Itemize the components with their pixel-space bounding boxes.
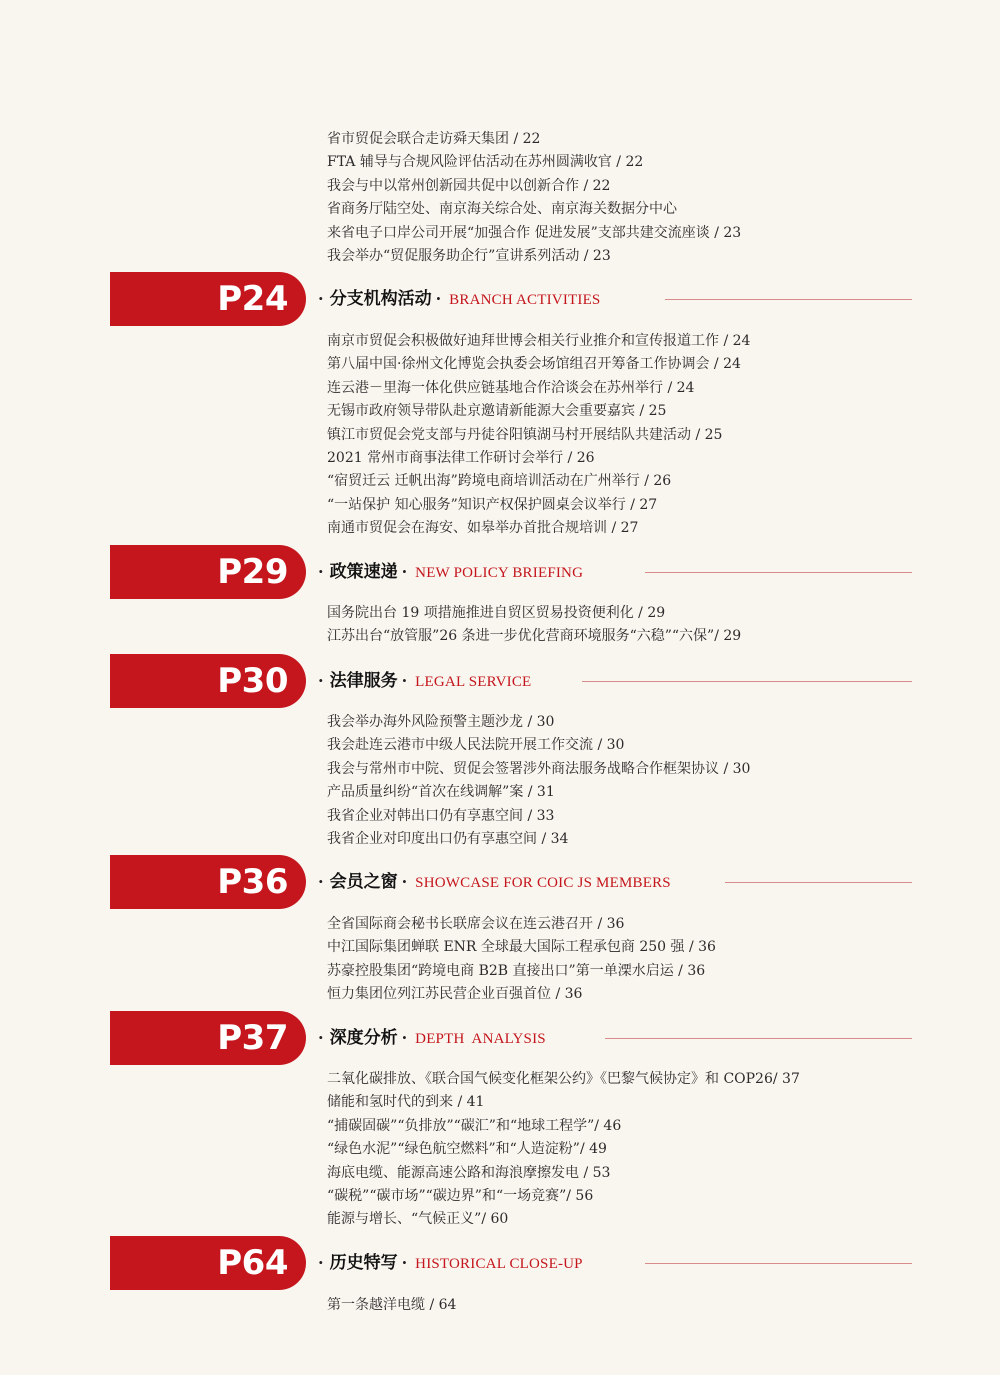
- separator-dot: ·: [401, 1028, 408, 1047]
- separator-dot: ·: [318, 872, 324, 891]
- section-title-en: LEGAL SERVICE: [415, 674, 532, 690]
- toc-item[interactable]: 产品质量纠纷“首次在线调解”案 / 31: [327, 784, 555, 801]
- separator-dot: ·: [318, 562, 324, 581]
- separator-dot: ·: [401, 562, 408, 581]
- toc-list-top: [327, 128, 741, 268]
- page-tab: [110, 545, 306, 599]
- section-title-zh: 法律服务: [329, 671, 398, 691]
- toc-item[interactable]: 镇江市贸促会党支部与丹徒谷阳镇湖马村开展结队共建活动 / 25: [327, 426, 723, 443]
- section-divider: [645, 1263, 912, 1264]
- section-header-p29[interactable]: [0, 545, 1000, 599]
- toc-list-p24: [327, 330, 750, 541]
- section-title-en: HISTORICAL CLOSE-UP: [415, 1256, 583, 1272]
- toc-item[interactable]: 我会举办海外风险预警主题沙龙 / 30: [327, 714, 555, 730]
- section-divider: [665, 299, 912, 300]
- separator-dot: ·: [435, 289, 442, 308]
- toc-item[interactable]: 第八届中国·徐州文化博览会执委会场馆组召开筹备工作协调会 / 24: [327, 356, 741, 373]
- toc-item[interactable]: 第一条越洋电缆 / 64: [327, 1297, 457, 1313]
- separator-dot: ·: [318, 1253, 324, 1272]
- section-title-zh: 政策速递: [329, 562, 398, 582]
- toc-item[interactable]: “碳税”“碳市场”“碳边界”和“一场竞赛”/ 56: [327, 1188, 594, 1205]
- page-tab: [110, 1236, 306, 1290]
- section-heading: [318, 545, 583, 599]
- toc-item[interactable]: 恒力集团位列江苏民营企业百强首位 / 36: [327, 986, 583, 1003]
- section-header-p64[interactable]: [0, 1236, 1000, 1290]
- separator-dot: ·: [318, 1028, 324, 1047]
- page-number: P24: [217, 279, 288, 319]
- toc-item[interactable]: 南京市贸促会积极做好迪拜世博会相关行业推介和宣传报道工作 / 24: [327, 333, 751, 349]
- page-tab: [110, 1011, 306, 1065]
- separator-dot: ·: [401, 872, 408, 891]
- toc-item[interactable]: “捕碳固碳”“负排放”“碳汇”和“地球工程学”/ 46: [327, 1117, 622, 1134]
- section-header-p36[interactable]: [0, 855, 1000, 909]
- page-tab: [110, 654, 306, 708]
- toc-item[interactable]: FTA 辅导与合规风险评估活动在苏州圆满收官 / 22: [327, 154, 644, 171]
- toc-item[interactable]: 我省企业对印度出口仍有享惠空间 / 34: [327, 831, 569, 848]
- section-header-p37[interactable]: [0, 1011, 1000, 1065]
- toc-item[interactable]: 苏豪控股集团“跨境电商 B2B 直接出口”第一单溧水启运 / 36: [327, 962, 706, 979]
- toc-item[interactable]: 2021 常州市商事法律工作研讨会举行 / 26: [327, 450, 595, 467]
- toc-list-p64: [327, 1294, 456, 1317]
- section-title-en: BRANCH ACTIVITIES: [449, 292, 601, 308]
- toc-item[interactable]: 二氧化碳排放、《联合国气候变化框架公约》《巴黎气候协定》和 COP26/ 37: [327, 1071, 800, 1087]
- toc-item[interactable]: 省市贸促会联合走访舜天集团 / 22: [327, 131, 541, 147]
- page-number: P30: [217, 661, 288, 701]
- toc-item[interactable]: 省商务厅陆空处、南京海关综合处、南京海关数据分中心: [327, 201, 677, 218]
- toc-item[interactable]: 中江国际集团蝉联 ENR 全球最大国际工程承包商 250 强 / 36: [327, 939, 716, 956]
- section-heading: [318, 1236, 583, 1290]
- toc-item[interactable]: “一站保护 知心服务”知识产权保护圆桌会议举行 / 27: [327, 496, 658, 513]
- page-tab: [110, 855, 306, 909]
- toc-item[interactable]: 来省电子口岸公司开展“加强合作 促进发展”支部共建交流座谈 / 23: [327, 224, 742, 241]
- section-title-zh: 历史特写: [329, 1253, 398, 1273]
- toc-item[interactable]: 我省企业对韩出口仍有享惠空间 / 33: [327, 807, 555, 824]
- section-title-en: DEPTH ANALYSIS: [415, 1031, 546, 1047]
- separator-dot: ·: [318, 289, 324, 308]
- toc-item[interactable]: 江苏出台“放管服”26 条进一步优化营商环境服务“六稳”“六保”/ 29: [327, 628, 742, 645]
- toc-item[interactable]: 无锡市政府领导带队赴京邀请新能源大会重要嘉宾 / 25: [327, 403, 667, 420]
- section-divider: [605, 1038, 912, 1039]
- toc-item[interactable]: 我会与常州市中院、贸促会签署涉外商法服务战略合作框架协议 / 30: [327, 760, 751, 777]
- toc-item[interactable]: 我会赴连云港市中级人民法院开展工作交流 / 30: [327, 737, 625, 754]
- toc-list-p30: [327, 711, 750, 851]
- page-number: P37: [217, 1018, 288, 1058]
- section-divider: [582, 681, 912, 682]
- toc-item[interactable]: 全省国际商会秘书长联席会议在连云港召开 / 36: [327, 916, 625, 932]
- toc-item[interactable]: 能源与增长、“气候正义”/ 60: [327, 1211, 509, 1228]
- toc-item[interactable]: 南通市贸促会在海安、如皋举办首批合规培训 / 27: [327, 520, 639, 537]
- page-number: P29: [217, 552, 288, 592]
- section-heading: [318, 1011, 546, 1065]
- separator-dot: ·: [401, 671, 408, 690]
- section-title-zh: 会员之窗: [329, 872, 398, 892]
- toc-item[interactable]: 海底电缆、能源高速公路和海浪摩擦发电 / 53: [327, 1164, 611, 1181]
- section-header-p24[interactable]: [0, 272, 1000, 326]
- page-number: P36: [217, 862, 288, 902]
- section-header-p30[interactable]: [0, 654, 1000, 708]
- section-divider: [725, 882, 912, 883]
- page-tab: [110, 272, 306, 326]
- separator-dot: ·: [401, 1253, 408, 1272]
- toc-item[interactable]: 连云港－里海一体化供应链基地合作洽谈会在苏州举行 / 24: [327, 379, 695, 396]
- toc-item[interactable]: 我会与中以常州创新园共促中以创新合作 / 22: [327, 177, 611, 194]
- toc-list-p37: [327, 1068, 800, 1232]
- toc-list-p29: [327, 602, 741, 649]
- section-heading: [318, 855, 671, 909]
- toc-item[interactable]: 国务院出台 19 项措施推进自贸区贸易投资便利化 / 29: [327, 605, 666, 621]
- toc-item[interactable]: “绿色水泥”“绿色航空燃料”和“人造淀粉”/ 49: [327, 1141, 607, 1158]
- toc-item[interactable]: “宿贸迁云 迁帆出海”跨境电商培训活动在广州举行 / 26: [327, 473, 672, 490]
- toc-item[interactable]: 储能和氢时代的到来 / 41: [327, 1094, 485, 1111]
- separator-dot: ·: [318, 671, 324, 690]
- section-title-zh: 分支机构活动: [329, 289, 432, 309]
- page-number: P64: [217, 1243, 288, 1283]
- toc-list-p36: [327, 913, 716, 1007]
- section-title-en: NEW POLICY BRIEFING: [415, 565, 584, 581]
- section-title-zh: 深度分析: [329, 1028, 398, 1048]
- section-title-en: SHOWCASE FOR COIC JS MEMBERS: [415, 875, 671, 891]
- section-divider: [645, 572, 912, 573]
- toc-item[interactable]: 我会举办“贸促服务助企行”宣讲系列活动 / 23: [327, 248, 611, 265]
- section-heading: [318, 272, 600, 326]
- section-heading: [318, 654, 531, 708]
